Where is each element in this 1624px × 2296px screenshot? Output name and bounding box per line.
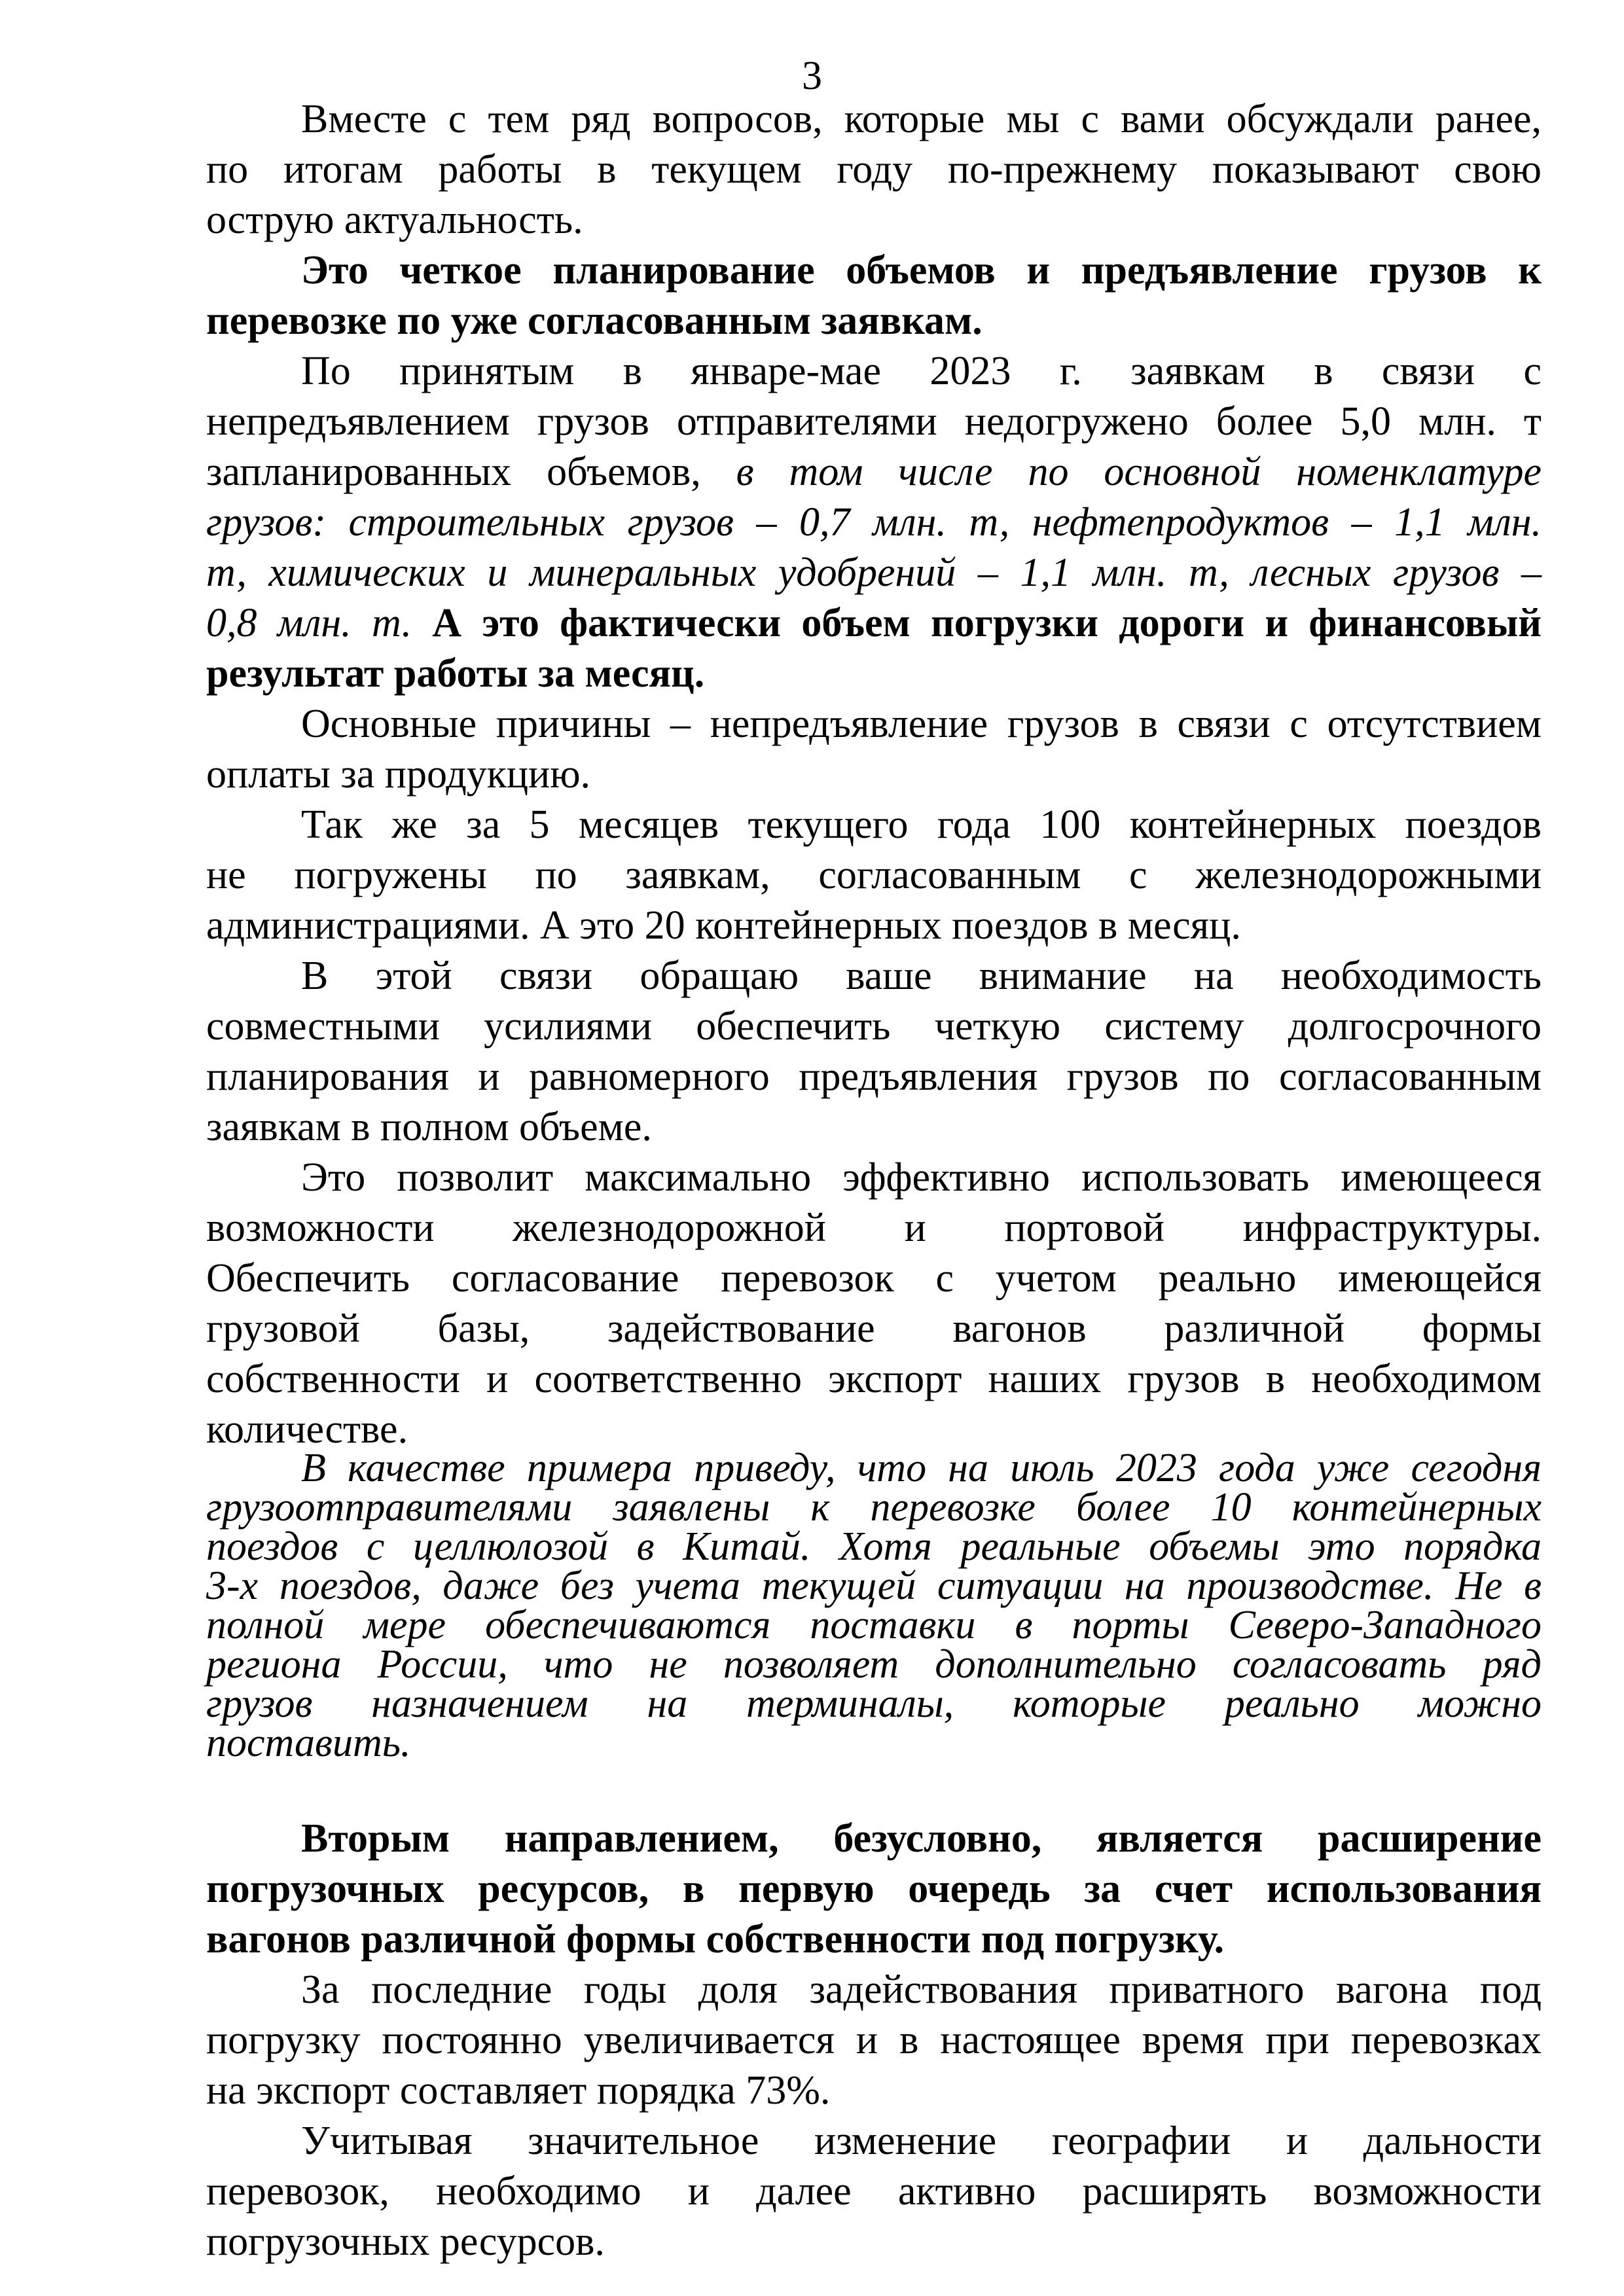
text-line (206, 497, 1542, 548)
text-line (206, 951, 1542, 1001)
text-segment: оплаты за продукцию. (206, 752, 591, 797)
text-segment: возможности железнодорожной и портовой инфраструктуры. (206, 1206, 1542, 1250)
text-line (206, 2217, 1542, 2267)
text-segment: погрузку постоянно увеличивается и в настоящее время при перевозках (206, 2018, 1542, 2062)
text-segment: поездов с целлюлозой в Китай. Хотя реальные объемы это порядка (206, 1524, 1542, 1569)
text-segment: не погружены по заявкам, согласованным с железнодорожными (206, 853, 1542, 897)
text-segment: региона России, что не позволяет дополнительно согласовать ряд (206, 1642, 1542, 1687)
paragraph (206, 699, 1542, 800)
text-segment: в том числе по основной номенклатуре (736, 450, 1542, 494)
paragraph (206, 951, 1542, 1153)
text-segment: 3-х поездов, даже без учета текущей ситуации на производстве. Не в (206, 1564, 1542, 1608)
text-segment: погрузочных ресурсов, в первую очередь за счет использования (206, 1867, 1542, 1911)
text-line (206, 1914, 1542, 1965)
text-segment: грузоотправителями заявлены к перевозке более 10 контейнерных (206, 1485, 1542, 1530)
text-line (206, 94, 1542, 145)
paragraph (206, 1448, 1542, 1763)
text-segment: Учитывая значительное изменение географии и дальности (301, 2119, 1542, 2163)
paragraph (206, 1965, 1542, 2116)
text-segment: Это позволит максимально эффективно использовать имеющееся (301, 1155, 1542, 1200)
text-segment: собственности и соответственно экспорт наших грузов в необходимом (206, 1357, 1542, 1401)
text-segment: А это фактически объем погрузки дороги и финансовый (412, 601, 1542, 645)
text-line (206, 397, 1542, 447)
text-line (206, 1524, 1542, 1569)
paragraph (206, 2116, 1542, 2267)
text-line (206, 1052, 1542, 1102)
text-line (206, 749, 1542, 800)
text-segment: Так же за 5 месяцев текущего года 100 контейнерных поездов (301, 802, 1542, 847)
text-segment: поставить. (206, 1721, 411, 1765)
text-line (206, 1642, 1542, 1687)
text-segment: совместными усилиями обеспечить четкую систему долгосрочного (206, 1004, 1542, 1049)
paragraph (206, 94, 1542, 245)
text-segment: заявкам в полном объеме. (206, 1105, 652, 1149)
text-segment: планирования и равномерного предъявления грузов по согласованным (206, 1054, 1542, 1099)
paragraph (206, 245, 1542, 346)
text-segment: 0,8 млн. т. (206, 601, 412, 645)
text-line (206, 447, 1542, 497)
text-segment: на экспорт составляет порядка 73%. (206, 2068, 831, 2113)
text-segment: запланированных объемов, (206, 450, 736, 494)
text-line (206, 346, 1542, 397)
text-segment: непредъявлением грузов отправителями недогружено более 5,0 млн. т (206, 399, 1542, 444)
text-segment: результат работы за месяц. (206, 651, 705, 696)
text-segment: погрузочных ресурсов. (206, 2219, 605, 2264)
text-line (206, 2015, 1542, 2066)
text-segment: Обеспечить согласование перевозок с учетом реально имеющейся (206, 1256, 1542, 1300)
text-segment: острую актуальность. (206, 198, 583, 242)
text-line (206, 1354, 1542, 1405)
text-segment: администрациями. А это 20 контейнерных поездов в месяц. (206, 903, 1241, 948)
text-segment: В качестве примера приведу, что на июль 2023 года уже сегодня (301, 1446, 1542, 1490)
text-segment: перевозок, необходимо и далее активно расширять возможности (206, 2169, 1542, 2214)
text-segment: Вместе с тем ряд вопросов, которые мы с вами обсуждали ранее, (301, 97, 1542, 141)
text-segment: грузовой базы, задействование вагонов различной формы (206, 1306, 1542, 1351)
text-line (206, 1253, 1542, 1304)
text-line (206, 1723, 1542, 1763)
text-line (206, 800, 1542, 850)
text-line (206, 245, 1542, 296)
text-line (206, 1681, 1542, 1726)
text-line (206, 1001, 1542, 1052)
text-line (206, 2166, 1542, 2217)
text-segment: количестве. (206, 1407, 408, 1452)
text-segment: полной мере обеспечиваются поставки в порты Северо-Западного (206, 1603, 1542, 1647)
text-line (206, 1864, 1542, 1914)
text-line (206, 901, 1542, 951)
text-segment: По принятым в январе-мае 2023 г. заявкам в связи с (301, 349, 1542, 393)
text-line (206, 145, 1542, 195)
text-line (206, 649, 1542, 699)
text-line (206, 1485, 1542, 1530)
text-line (206, 2116, 1542, 2166)
text-segment: грузов: строительных грузов – 0,7 млн. т, нефтепродуктов – 1,1 млн. (206, 500, 1542, 545)
document-body (206, 94, 1542, 2267)
text-line (206, 850, 1542, 901)
text-line (206, 1564, 1542, 1608)
page-number: 3 (802, 54, 822, 98)
text-segment: Вторым направлением, безусловно, является расширение (301, 1816, 1542, 1861)
text-segment: перевозке по уже согласованным заявкам. (206, 298, 983, 343)
text-line (206, 1965, 1542, 2015)
text-line (206, 548, 1542, 598)
paragraph (206, 800, 1542, 951)
text-line (206, 195, 1542, 245)
paragraph (206, 1153, 1542, 1455)
text-segment: В этой связи обращаю ваше внимание на необходимость (301, 954, 1542, 998)
text-line (206, 1153, 1542, 1203)
text-line (206, 1448, 1542, 1488)
text-line (206, 598, 1542, 649)
text-segment: грузов назначением на терминалы, которые реально можно (206, 1681, 1542, 1726)
text-line (206, 1203, 1542, 1253)
paragraph (206, 346, 1542, 699)
text-line (206, 699, 1542, 749)
text-segment: За последние годы доля задействования приватного вагона под (301, 1967, 1542, 2012)
text-line (206, 1102, 1542, 1153)
text-segment: Это четкое планирование объемов и предъявление грузов к (301, 248, 1542, 293)
text-line (206, 1304, 1542, 1354)
text-line (206, 2066, 1542, 2116)
text-line (206, 296, 1542, 346)
text-segment: т, химических и минеральных удобрений – 1,1 млн. т, лесных грузов – (206, 550, 1542, 595)
text-line (206, 1605, 1542, 1645)
paragraph (206, 1814, 1542, 1965)
text-line (206, 1814, 1542, 1864)
text-segment: Основные причины – непредъявление грузов в связи с отсутствием (301, 702, 1542, 746)
text-segment: по итогам работы в текущем году по-прежнему показывают свою (206, 147, 1542, 192)
text-segment: вагонов различной формы собственности под погрузку. (206, 1917, 1225, 1962)
